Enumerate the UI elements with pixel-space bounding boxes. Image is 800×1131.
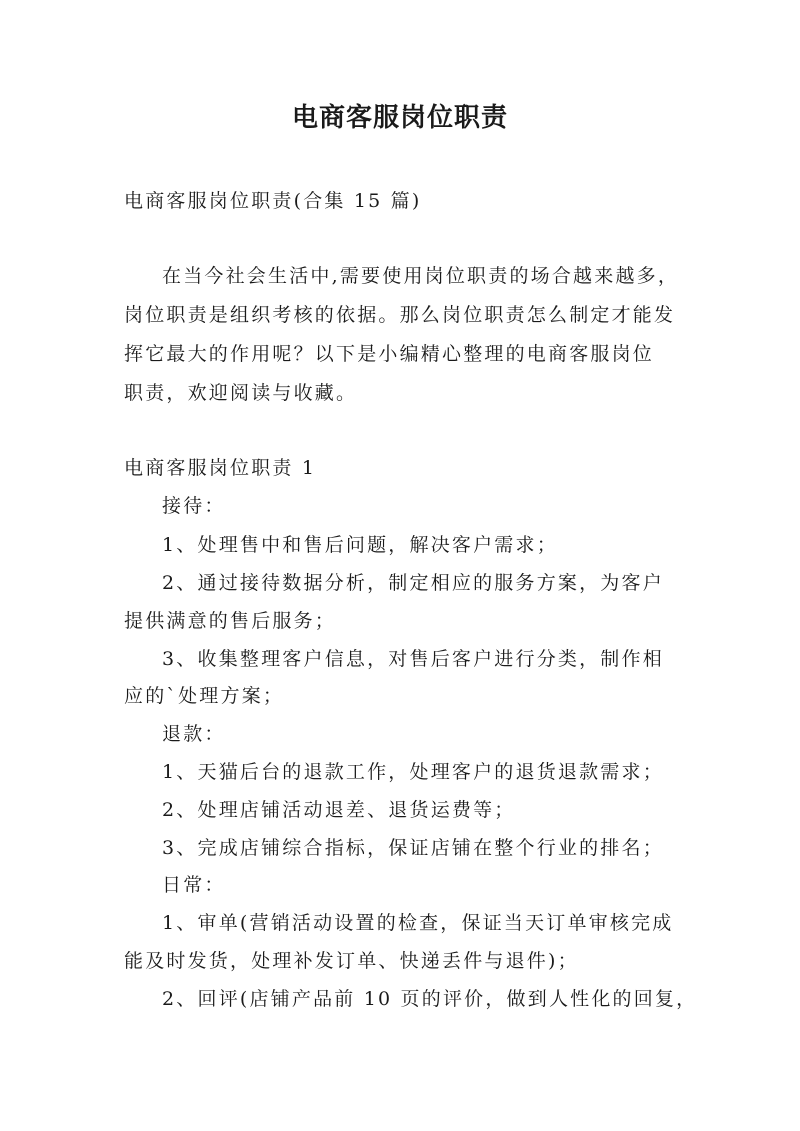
intro-paragraph-line: 挥它最大的作用呢？以下是小编精心整理的电商客服岗位 — [124, 343, 655, 365]
body-line: 退款： — [162, 723, 226, 745]
body-line: 能及时发货，处理补发订单、快递丢件与退件)； — [124, 950, 579, 972]
body-line: 2、通过接待数据分析，制定相应的服务方案，为客户 — [162, 572, 664, 594]
body-line: 日常： — [162, 874, 226, 896]
section-heading: 电商客服岗位职责 1 — [124, 457, 317, 479]
body-line: 2、处理店铺活动退差、退货运费等； — [162, 799, 516, 821]
body-line: 3、完成店铺综合指标，保证店铺在整个行业的排名； — [162, 837, 664, 859]
body-line: 1、天猫后台的退款工作，处理客户的退货退款需求； — [162, 761, 664, 783]
body-line: 3、收集整理客户信息，对售后客户进行分类，制作相 — [162, 648, 664, 670]
body-line: 应的`处理方案； — [124, 685, 285, 707]
body-line: 1、处理售中和售后问题，解决客户需求； — [162, 534, 558, 556]
body-line: 1、审单(营销活动设置的检查，保证当天订单审核完成 — [162, 912, 674, 934]
intro-paragraph-line: 在当今社会生活中,需要使用岗位职责的场合越来越多， — [162, 265, 680, 287]
intro-paragraph-line: 职责，欢迎阅读与收藏。 — [124, 382, 358, 404]
document-title: 电商客服岗位职责 — [291, 103, 508, 133]
body-line: 接待： — [162, 495, 226, 517]
body-line: 提供满意的售后服务； — [124, 610, 337, 632]
intro-paragraph-line: 岗位职责是组织考核的依据。那么岗位职责怎么制定才能发 — [124, 304, 676, 326]
document-subtitle: 电商客服岗位职责(合集 15 篇) — [124, 190, 422, 212]
body-line: 2、回评(店铺产品前 10 页的评价，做到人性化的回复， — [162, 988, 698, 1010]
